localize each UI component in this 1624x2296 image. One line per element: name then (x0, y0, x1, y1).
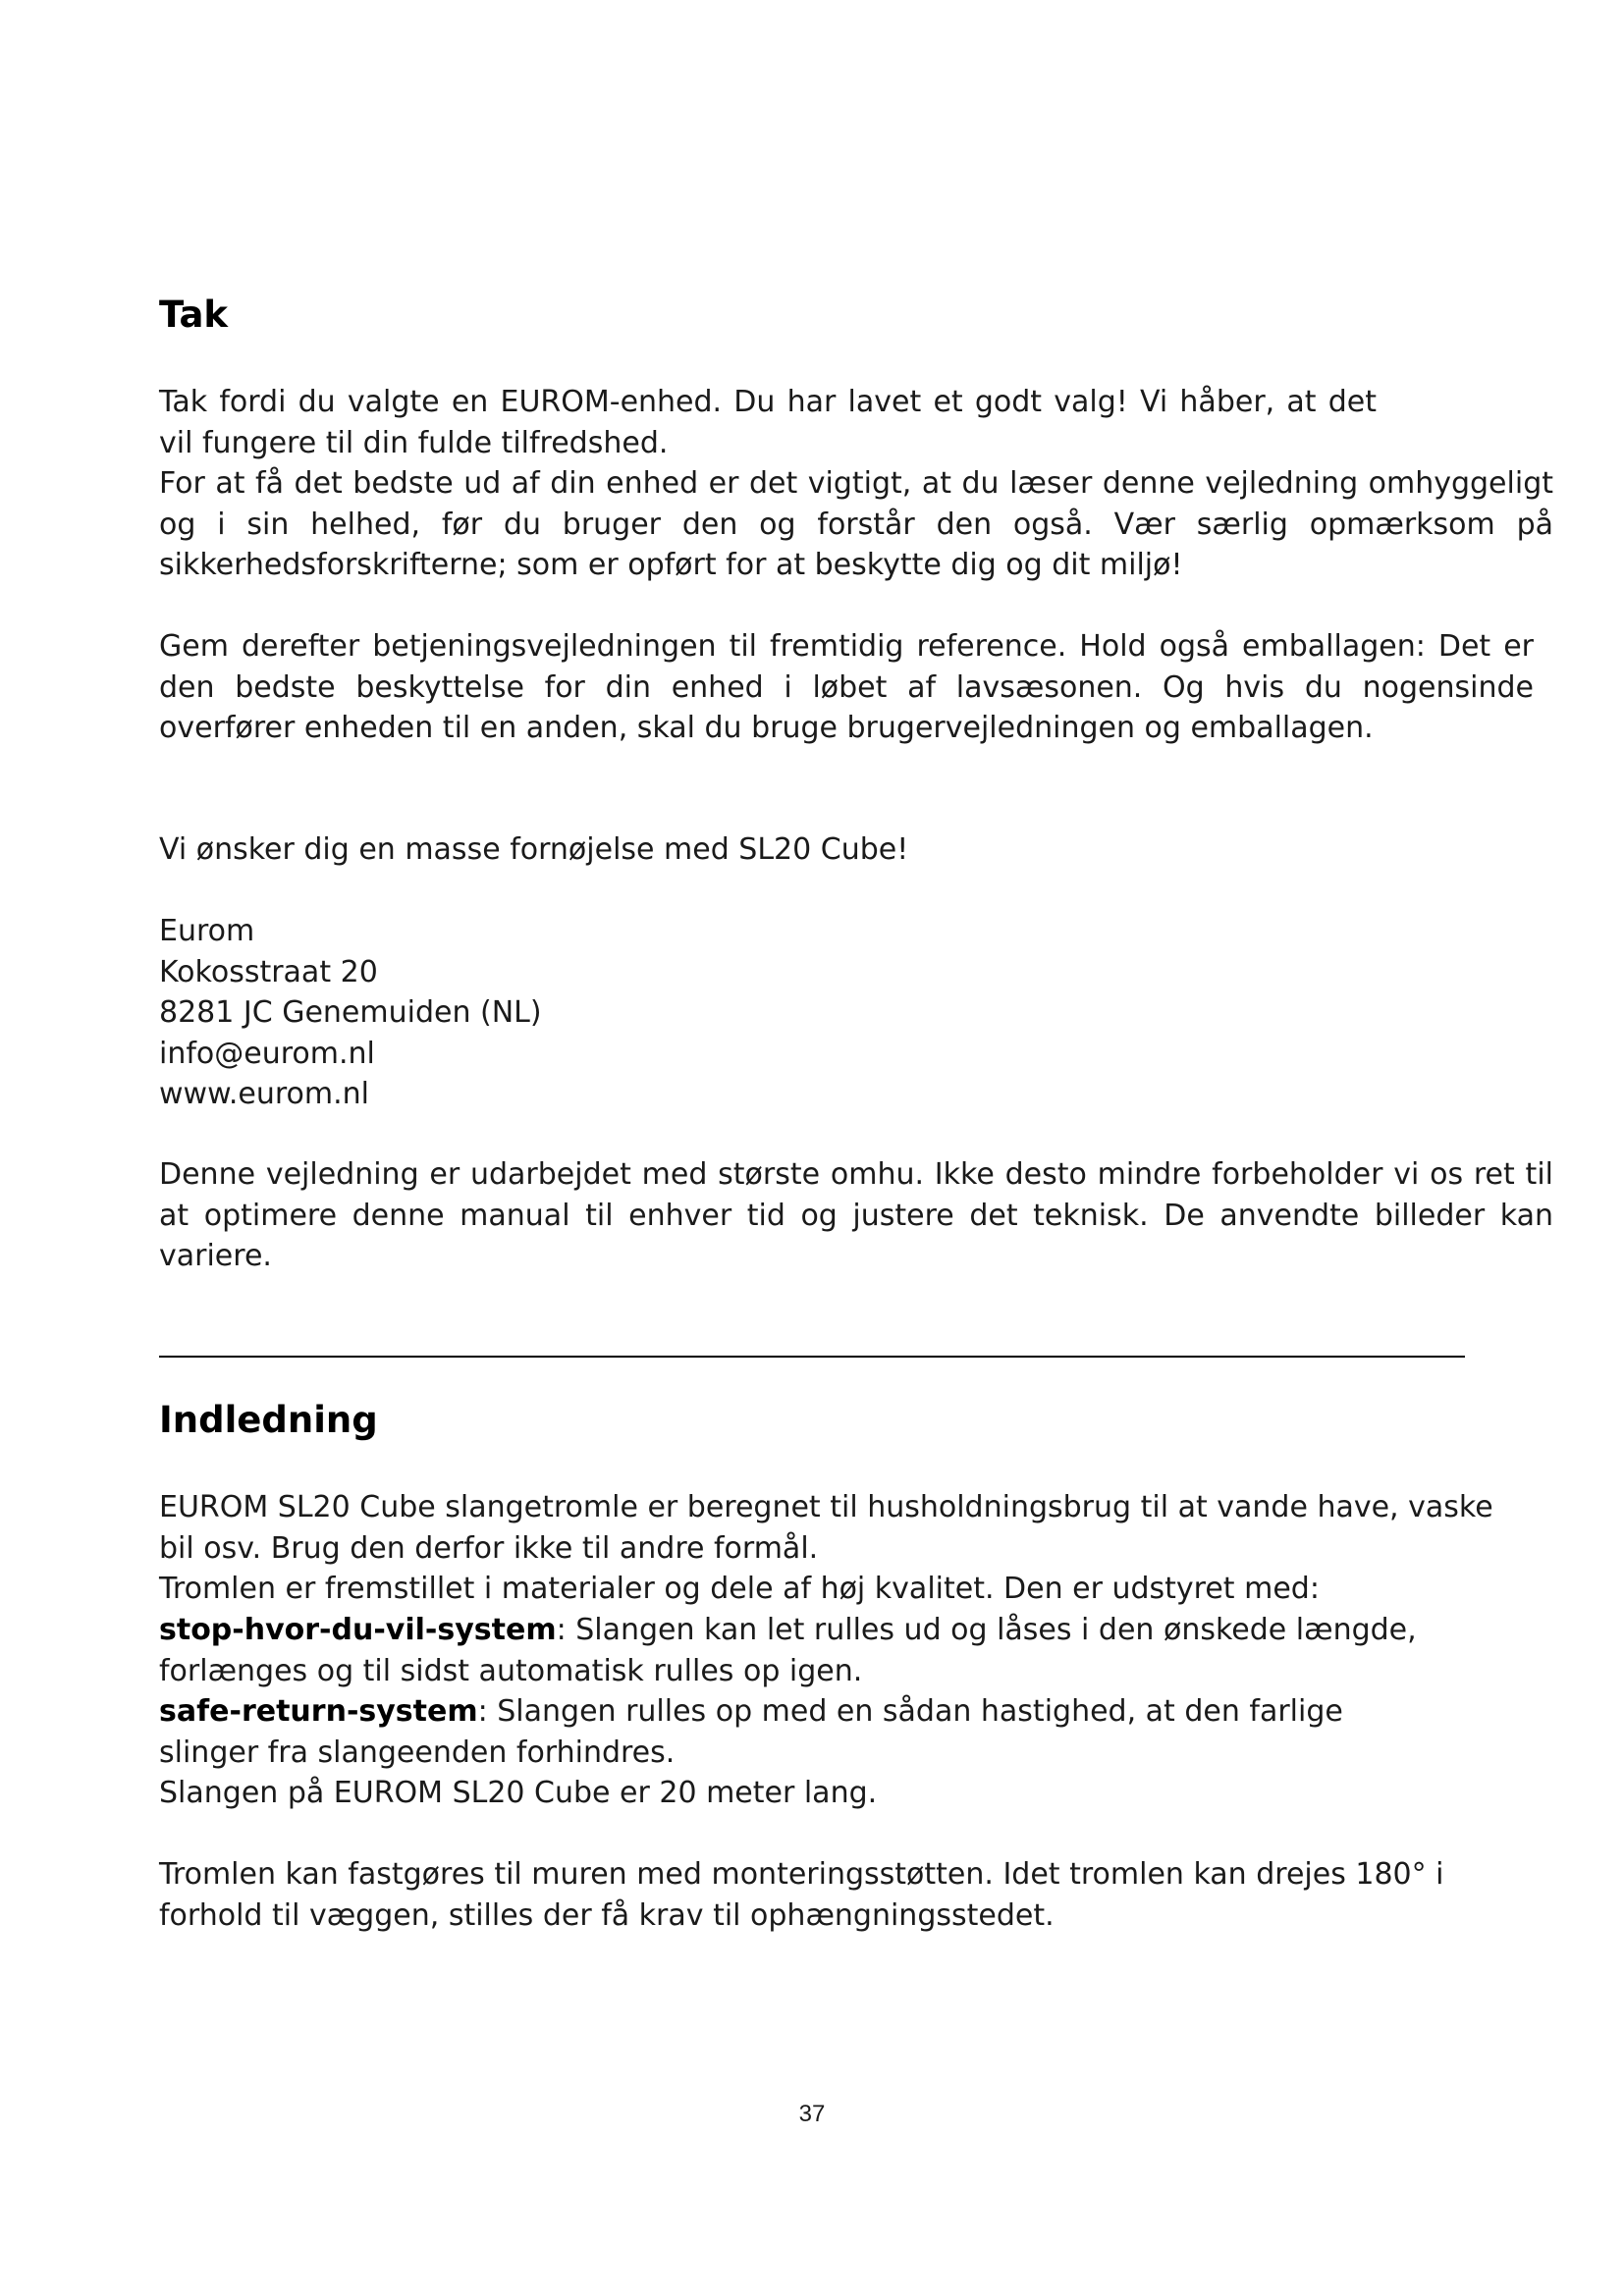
feature-stop-hvor-du-vil (159, 1610, 1435, 1691)
address-company: Eurom (159, 914, 255, 948)
feature-term: safe-return-system (159, 1694, 478, 1729)
section-title-tak: Tak (159, 294, 229, 336)
address-email: info@eurom.nl (159, 1036, 375, 1071)
indledning-paragraph-3: Slangen på EUROM SL20 Cube er 20 meter lang. (159, 1776, 878, 1810)
disclaimer: Denne vejledning er udarbejdet med største omhu. Ikke desto mindre forbeholder vi os ret til at optimere denne manual til enhver tid og justere det teknisk. De anvendte billeder kan variere. (159, 1157, 1553, 1273)
feature-term: stop-hvor-du-vil-system (159, 1613, 557, 1647)
page-number: 37 (798, 2101, 826, 2127)
indledning-paragraph-4: Tromlen kan fastgøres til muren med monteringsstøtten. Idet tromlen kan drejes 180° i forhold til væggen, stilles der få krav til ophængningsstedet. (159, 1857, 1444, 1933)
tak-paragraph-2: For at få det bedste ud af din enhed er det vigtigt, at du læser denne vejledning omhyggeligt og i sin helhed, før du bruger den og forstår den også. Vær særlig opmærksom på sikkerhedsforskrifterne; som er opført for at beskytte dig og dit miljø! (159, 466, 1553, 582)
address-street: Kokosstraat 20 (159, 954, 378, 989)
tak-paragraph-3: Gem derefter betjeningsvejledningen til fremtidig reference. Hold også emballagen: Det er den bedste beskyttelse for din enhed i løbet af lavsæsonen. Og hvis du nogensinde overfører enheden til en anden, skal du bruge brugervejledningen og emballagen. (159, 629, 1534, 745)
tak-wish: Vi ønsker dig en masse fornøjelse med SL20 Cube! (159, 832, 909, 867)
indledning-paragraph-1: EUROM SL20 Cube slangetromle er beregnet til husholdningsbrug til at vande have, vaske bil osv. Brug den derfor ikke til andre formål. (159, 1490, 1493, 1566)
section-divider (159, 1356, 1465, 1358)
address-city: 8281 JC Genemuiden (NL) (159, 995, 542, 1030)
indledning-paragraph-2: Tromlen er fremstillet i materialer og dele af høj kvalitet. Den er udstyret med: (159, 1572, 1320, 1606)
feature-description: : Slangen kan let rulles ud og låses i den ønskede længde, forlænges og til sidst automatisk rulles op igen. (159, 1613, 1417, 1688)
feature-safe-return (159, 1691, 1435, 1773)
address-website: www.eurom.nl (159, 1077, 369, 1111)
feature-description: : Slangen rulles op med en sådan hastighed, at den farlige slinger fra slangeenden forhindres. (159, 1694, 1343, 1770)
address-block (159, 911, 1141, 1115)
tak-paragraph-1: Tak fordi du valgte en EUROM-enhed. Du har lavet et godt valg! Vi håber, at det vil fungere til din fulde tilfredshed. (159, 385, 1377, 460)
section-title-indledning: Indledning (159, 1399, 378, 1441)
